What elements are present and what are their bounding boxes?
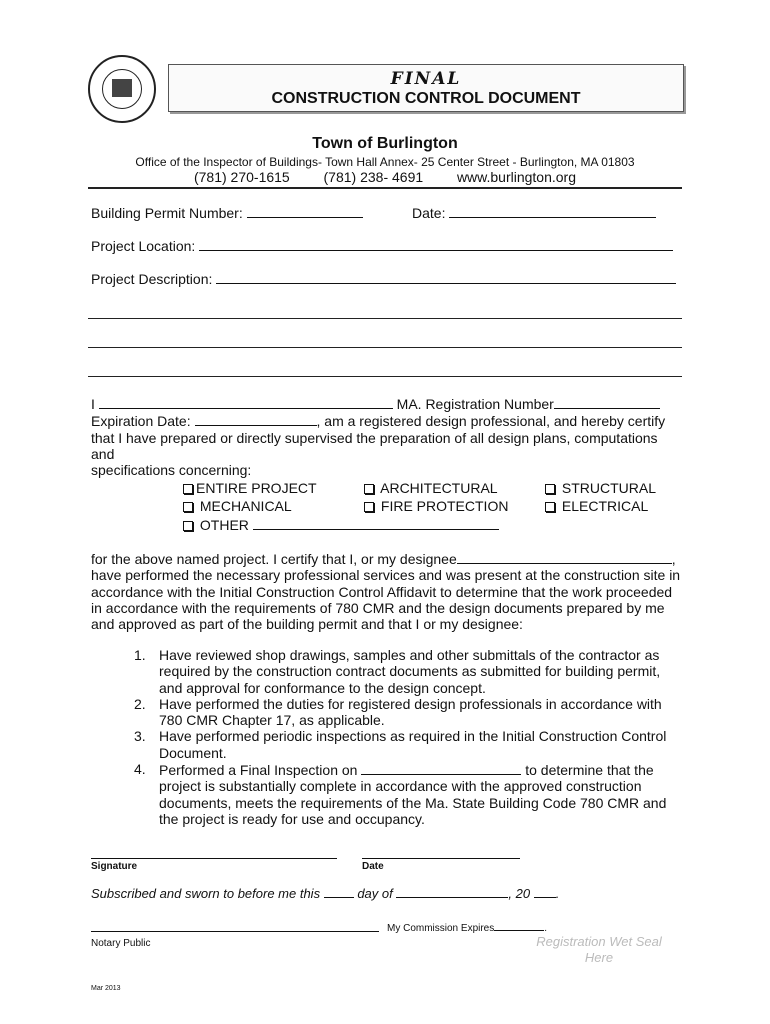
- checkbox-icon[interactable]: [183, 521, 193, 531]
- item-text: 780 CMR Chapter 17, as applicable.: [159, 712, 385, 729]
- expiration-tail: , am a registered design professional, and hereby certify: [316, 413, 666, 430]
- seal-text-1: Registration Wet Seal: [536, 934, 662, 949]
- list-item: [134, 728, 674, 761]
- final-heading: FINAL: [390, 69, 462, 89]
- certify-paragraph: [91, 550, 683, 632]
- town-name: Town of Burlington: [312, 135, 458, 152]
- permit-label: Building Permit Number:: [91, 205, 243, 221]
- sworn-text-a: Subscribed and sworn to before me this: [91, 886, 321, 901]
- checkbox-icon[interactable]: [545, 484, 555, 494]
- body-line-4: in accordance with the requirements of 780 CMR and the design documents prepared by me: [91, 599, 665, 616]
- registration-number-input[interactable]: [554, 395, 660, 409]
- other-input[interactable]: [253, 516, 499, 530]
- checkbox-icon[interactable]: [545, 502, 555, 512]
- document-title: CONSTRUCTION CONTROL DOCUMENT: [271, 90, 581, 107]
- permit-field: [91, 204, 363, 221]
- option-label: ENTIRE PROJECT: [196, 480, 317, 496]
- list-item: [134, 647, 674, 696]
- item-number: 3.: [134, 728, 146, 745]
- option-fire-protection[interactable]: [364, 498, 508, 514]
- description-line-3[interactable]: [88, 347, 682, 348]
- item-text: required by the construction contract documents as submitted for building permit,: [159, 663, 661, 680]
- permit-number-input[interactable]: [247, 204, 363, 218]
- signature-date-line[interactable]: [362, 858, 520, 859]
- signature-date-label: Date: [362, 861, 384, 872]
- option-label: ARCHITECTURAL: [380, 480, 498, 496]
- town-seal: [88, 55, 156, 123]
- description-label: Project Description:: [91, 271, 213, 287]
- phone-1: (781) 270-1615: [193, 169, 290, 185]
- checkbox-icon[interactable]: [183, 484, 193, 494]
- option-label: MECHANICAL: [199, 498, 292, 514]
- sworn-day-input[interactable]: [324, 886, 354, 898]
- description-field: [91, 270, 676, 287]
- option-entire-project[interactable]: [183, 480, 317, 496]
- expiration-date-input[interactable]: [195, 412, 317, 426]
- option-architectural[interactable]: [364, 480, 498, 496]
- commission-expires: [387, 922, 547, 934]
- duties-list: [134, 647, 674, 827]
- date-label: Date:: [412, 205, 446, 221]
- item-text: Have performed the duties for registered design professionals in accordance with: [159, 695, 662, 712]
- project-description-input[interactable]: [216, 270, 676, 284]
- cert-line-4: specifications concerning:: [91, 462, 252, 479]
- sworn-year-input[interactable]: [534, 886, 556, 898]
- sworn-statement: [91, 886, 559, 901]
- certification-paragraph: [91, 395, 683, 478]
- item-text: [159, 761, 674, 778]
- checkbox-icon[interactable]: [364, 484, 374, 494]
- checkbox-icon[interactable]: [364, 502, 374, 512]
- sworn-month-input[interactable]: [396, 886, 508, 898]
- item-number: 2.: [134, 695, 146, 712]
- notary-signature-line[interactable]: [91, 931, 379, 932]
- final-inspection-date-input[interactable]: [361, 761, 521, 775]
- list-item: [134, 696, 674, 729]
- option-label: STRUCTURAL: [561, 480, 657, 496]
- item-text: and approval for conformance to the design concept.: [159, 679, 486, 696]
- item-text: Document.: [159, 744, 227, 761]
- title-box: [168, 64, 684, 112]
- option-structural[interactable]: [545, 480, 656, 496]
- cert-line-1: [91, 395, 683, 412]
- item-text: the project is ready for use and occupancy.: [159, 810, 425, 827]
- signature-label: Signature: [91, 861, 138, 872]
- cert-line-2: [91, 412, 683, 429]
- option-label: ELECTRICAL: [561, 498, 649, 514]
- phone-2: (781) 238- 4691: [323, 169, 424, 185]
- item-text: documents, meets the requirements of the Ma. State Building Code 780 CMR and: [159, 794, 667, 811]
- description-line-4[interactable]: [88, 376, 682, 377]
- i-label: I: [91, 396, 95, 412]
- option-electrical[interactable]: [545, 498, 648, 514]
- body-line-3: accordance with the Initial Construction Control Affidavit to determine that the work proceeded: [91, 583, 673, 600]
- footer-date: Mar 2013: [91, 985, 121, 992]
- item-number: 1.: [134, 647, 146, 663]
- option-label: OTHER: [199, 517, 249, 533]
- list-item: [134, 761, 674, 827]
- item-number: 4.: [134, 761, 146, 778]
- registration-label: MA. Registration Number: [396, 396, 554, 412]
- location-label: Project Location:: [91, 238, 196, 254]
- option-label: FIRE PROTECTION: [380, 498, 509, 514]
- option-mechanical[interactable]: [183, 498, 292, 514]
- contact-line: [88, 169, 682, 185]
- item-text: project is substantially complete in accordance with the approved construction: [159, 778, 642, 795]
- date-field: [412, 204, 656, 221]
- expiration-label: Expiration Date:: [91, 413, 191, 430]
- notary-public-label: Notary Public: [91, 938, 151, 949]
- header-divider: [88, 187, 682, 189]
- description-line-2[interactable]: [88, 318, 682, 319]
- office-address: Office of the Inspector of Buildings- Town Hall Annex- 25 Center Street - Burlington, MA 01803: [135, 155, 635, 169]
- commission-end: .: [544, 923, 548, 934]
- body-line-2: have performed the necessary professional services and was present at the construction site in: [91, 567, 681, 584]
- commission-label: My Commission Expires: [387, 923, 495, 934]
- location-field: [91, 237, 673, 254]
- item-text-b: to determine that the: [525, 762, 654, 779]
- checkbox-icon[interactable]: [183, 502, 193, 512]
- signature-line[interactable]: [91, 858, 337, 859]
- professional-name-input[interactable]: [99, 395, 393, 409]
- body-text: for the above named project. I certify that I, or my designee: [91, 551, 457, 567]
- commission-date-input[interactable]: [494, 922, 544, 931]
- sworn-text-d: .: [555, 886, 560, 901]
- designee-input[interactable]: [457, 550, 672, 564]
- date-input[interactable]: [449, 204, 656, 218]
- sworn-text-c: , 20: [508, 886, 531, 901]
- sworn-text-b: day of: [357, 886, 393, 901]
- body-line-5: and approved as part of the building permit and that I or my designee:: [91, 616, 523, 633]
- project-location-input[interactable]: [199, 237, 673, 251]
- website-link[interactable]: www.burlington.org: [456, 169, 576, 185]
- seal-text-2: Here: [584, 950, 614, 965]
- item-text: Have reviewed shop drawings, samples and other submittals of the contractor as: [159, 647, 660, 663]
- item-text-a: Performed a Final Inspection on: [159, 762, 358, 779]
- cert-line-3: that I have prepared or directly supervised the preparation of all design plans, computations and: [91, 429, 658, 462]
- body-comma: ,: [671, 551, 676, 567]
- option-other[interactable]: [183, 516, 499, 533]
- item-text: Have performed periodic inspections as required in the Initial Construction Control: [159, 728, 667, 745]
- registration-seal-area: [536, 934, 662, 966]
- body-line-1: [91, 550, 683, 567]
